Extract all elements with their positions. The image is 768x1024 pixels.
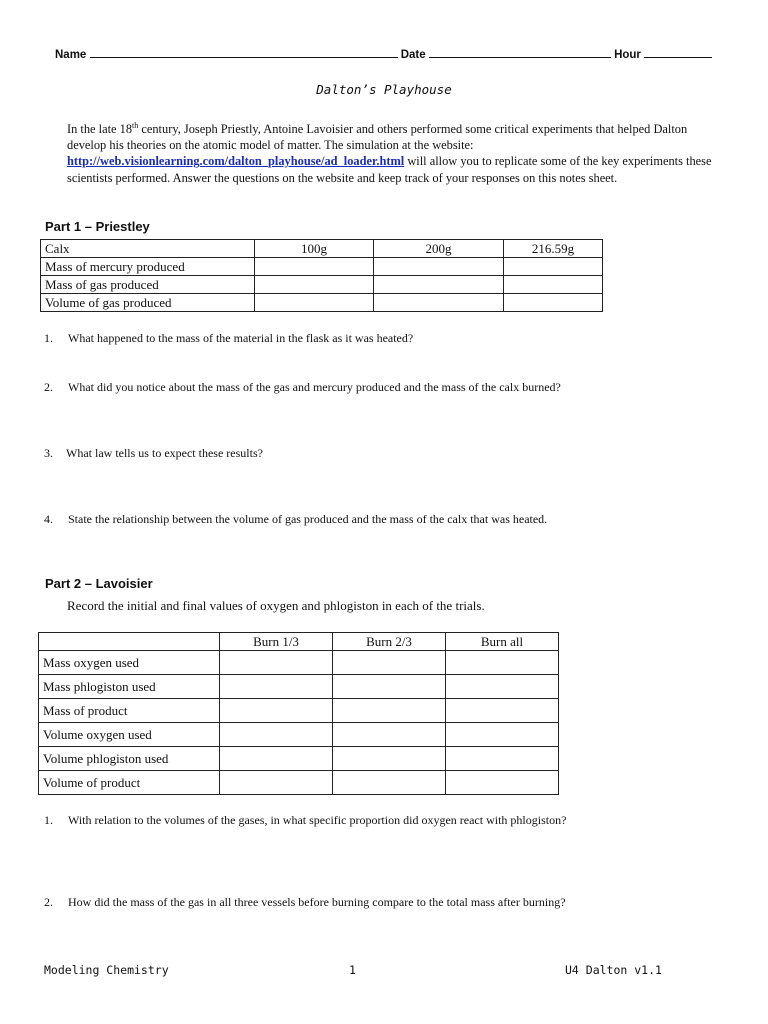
question-3 (44, 446, 263, 461)
answer-cell[interactable] (255, 276, 374, 294)
question-number: 3. (44, 446, 53, 460)
page-title: Dalton’s Playhouse (316, 82, 452, 97)
footer-page-number: 1 (349, 963, 356, 977)
part2-question-2 (44, 895, 566, 910)
table-row (39, 723, 559, 747)
row-label: Mass oxygen used (39, 651, 220, 675)
answer-cell[interactable] (504, 276, 603, 294)
answer-cell[interactable] (374, 258, 504, 276)
question-text: What happened to the mass of the material in the flask as it was heated? (68, 331, 414, 345)
row-label: Mass of mercury produced (41, 258, 255, 276)
table-header-cell: 216.59g (504, 240, 603, 258)
footer-version: U4 Dalton v1.1 (565, 963, 662, 977)
table-row (39, 771, 559, 795)
question-text: With relation to the volumes of the gases, in what specific proportion did oxygen react with phlogiston? (68, 813, 567, 827)
row-label: Mass of product (39, 699, 220, 723)
table-header-cell: Calx (41, 240, 255, 258)
answer-cell[interactable] (446, 723, 559, 747)
answer-cell[interactable] (446, 651, 559, 675)
table-row (41, 276, 603, 294)
answer-cell[interactable] (446, 771, 559, 795)
answer-cell[interactable] (504, 294, 603, 312)
date-field[interactable] (429, 46, 611, 58)
question-number: 1. (44, 813, 53, 827)
intro-text-end: will allow you to replicate some of the key experiments these scientists performed. Answer the questions on the website and keep track of your responses on this notes sheet. (67, 154, 712, 185)
answer-cell[interactable] (333, 675, 446, 699)
question-2 (44, 380, 561, 395)
answer-cell[interactable] (333, 747, 446, 771)
student-info-header (55, 46, 725, 61)
row-label: Mass phlogiston used (39, 675, 220, 699)
table-row (39, 651, 559, 675)
part2-question-1 (44, 813, 566, 828)
question-text: State the relationship between the volume of gas produced and the mass of the calx that was heated. (68, 512, 548, 526)
answer-cell[interactable] (446, 699, 559, 723)
footer-course: Modeling Chemistry (44, 963, 169, 977)
part2-heading: Part 2 – Lavoisier (45, 576, 153, 591)
intro-paragraph (67, 121, 727, 186)
table-row (39, 633, 559, 651)
answer-cell[interactable] (333, 723, 446, 747)
priestley-table (40, 239, 603, 312)
answer-cell[interactable] (504, 258, 603, 276)
table-header-cell: Burn all (446, 633, 559, 651)
table-header-cell (39, 633, 220, 651)
answer-cell[interactable] (333, 651, 446, 675)
name-field[interactable] (90, 46, 398, 58)
row-label: Volume phlogiston used (39, 747, 220, 771)
question-1 (44, 331, 413, 346)
hour-label: Hour (614, 49, 641, 61)
row-label: Volume of gas produced (41, 294, 255, 312)
hour-field[interactable] (644, 46, 712, 58)
intro-superscript: th (132, 120, 139, 130)
answer-cell[interactable] (333, 699, 446, 723)
row-label: Volume of product (39, 771, 220, 795)
table-header-cell: 100g (255, 240, 374, 258)
answer-cell[interactable] (220, 675, 333, 699)
part1-heading: Part 1 – Priestley (45, 219, 150, 234)
table-header-cell: 200g (374, 240, 504, 258)
question-text: What law tells us to expect these results? (66, 446, 263, 460)
answer-cell[interactable] (374, 294, 504, 312)
question-number: 1. (44, 331, 53, 345)
question-text: What did you notice about the mass of the gas and mercury produced and the mass of the calx burned? (68, 380, 561, 394)
answer-cell[interactable] (220, 771, 333, 795)
answer-cell[interactable] (220, 723, 333, 747)
answer-cell[interactable] (446, 675, 559, 699)
row-label: Volume oxygen used (39, 723, 220, 747)
answer-cell[interactable] (255, 258, 374, 276)
intro-text-start: In the late 18 (67, 122, 133, 136)
table-row (41, 240, 603, 258)
table-row (39, 747, 559, 771)
intro-text-middle: century, Joseph Priestly, Antoine Lavoisier and others performed some critical experiments that helped Dalton develop his theories on the atomic model of matter. The simulation at the website: (67, 122, 688, 153)
answer-cell[interactable] (220, 651, 333, 675)
question-number: 4. (44, 512, 53, 526)
table-row (41, 294, 603, 312)
simulation-link[interactable]: http://web.visionlearning.com/dalton_playhouse/ad_loader.html (67, 154, 405, 169)
answer-cell[interactable] (220, 747, 333, 771)
name-label: Name (55, 49, 87, 61)
question-text: How did the mass of the gas in all three vessels before burning compare to the total mass after burning? (68, 895, 566, 909)
answer-cell[interactable] (220, 699, 333, 723)
table-row (39, 675, 559, 699)
lavoisier-table (38, 632, 559, 795)
part2-instruction: Record the initial and final values of oxygen and phlogiston in each of the trials. (67, 598, 485, 613)
question-number: 2. (44, 380, 53, 394)
table-header-cell: Burn 2/3 (333, 633, 446, 651)
row-label: Mass of gas produced (41, 276, 255, 294)
answer-cell[interactable] (374, 276, 504, 294)
table-row (39, 699, 559, 723)
answer-cell[interactable] (255, 294, 374, 312)
answer-cell[interactable] (333, 771, 446, 795)
table-row (41, 258, 603, 276)
question-4 (44, 512, 547, 527)
table-header-cell: Burn 1/3 (220, 633, 333, 651)
question-number: 2. (44, 895, 53, 909)
answer-cell[interactable] (446, 747, 559, 771)
date-label: Date (400, 49, 426, 61)
